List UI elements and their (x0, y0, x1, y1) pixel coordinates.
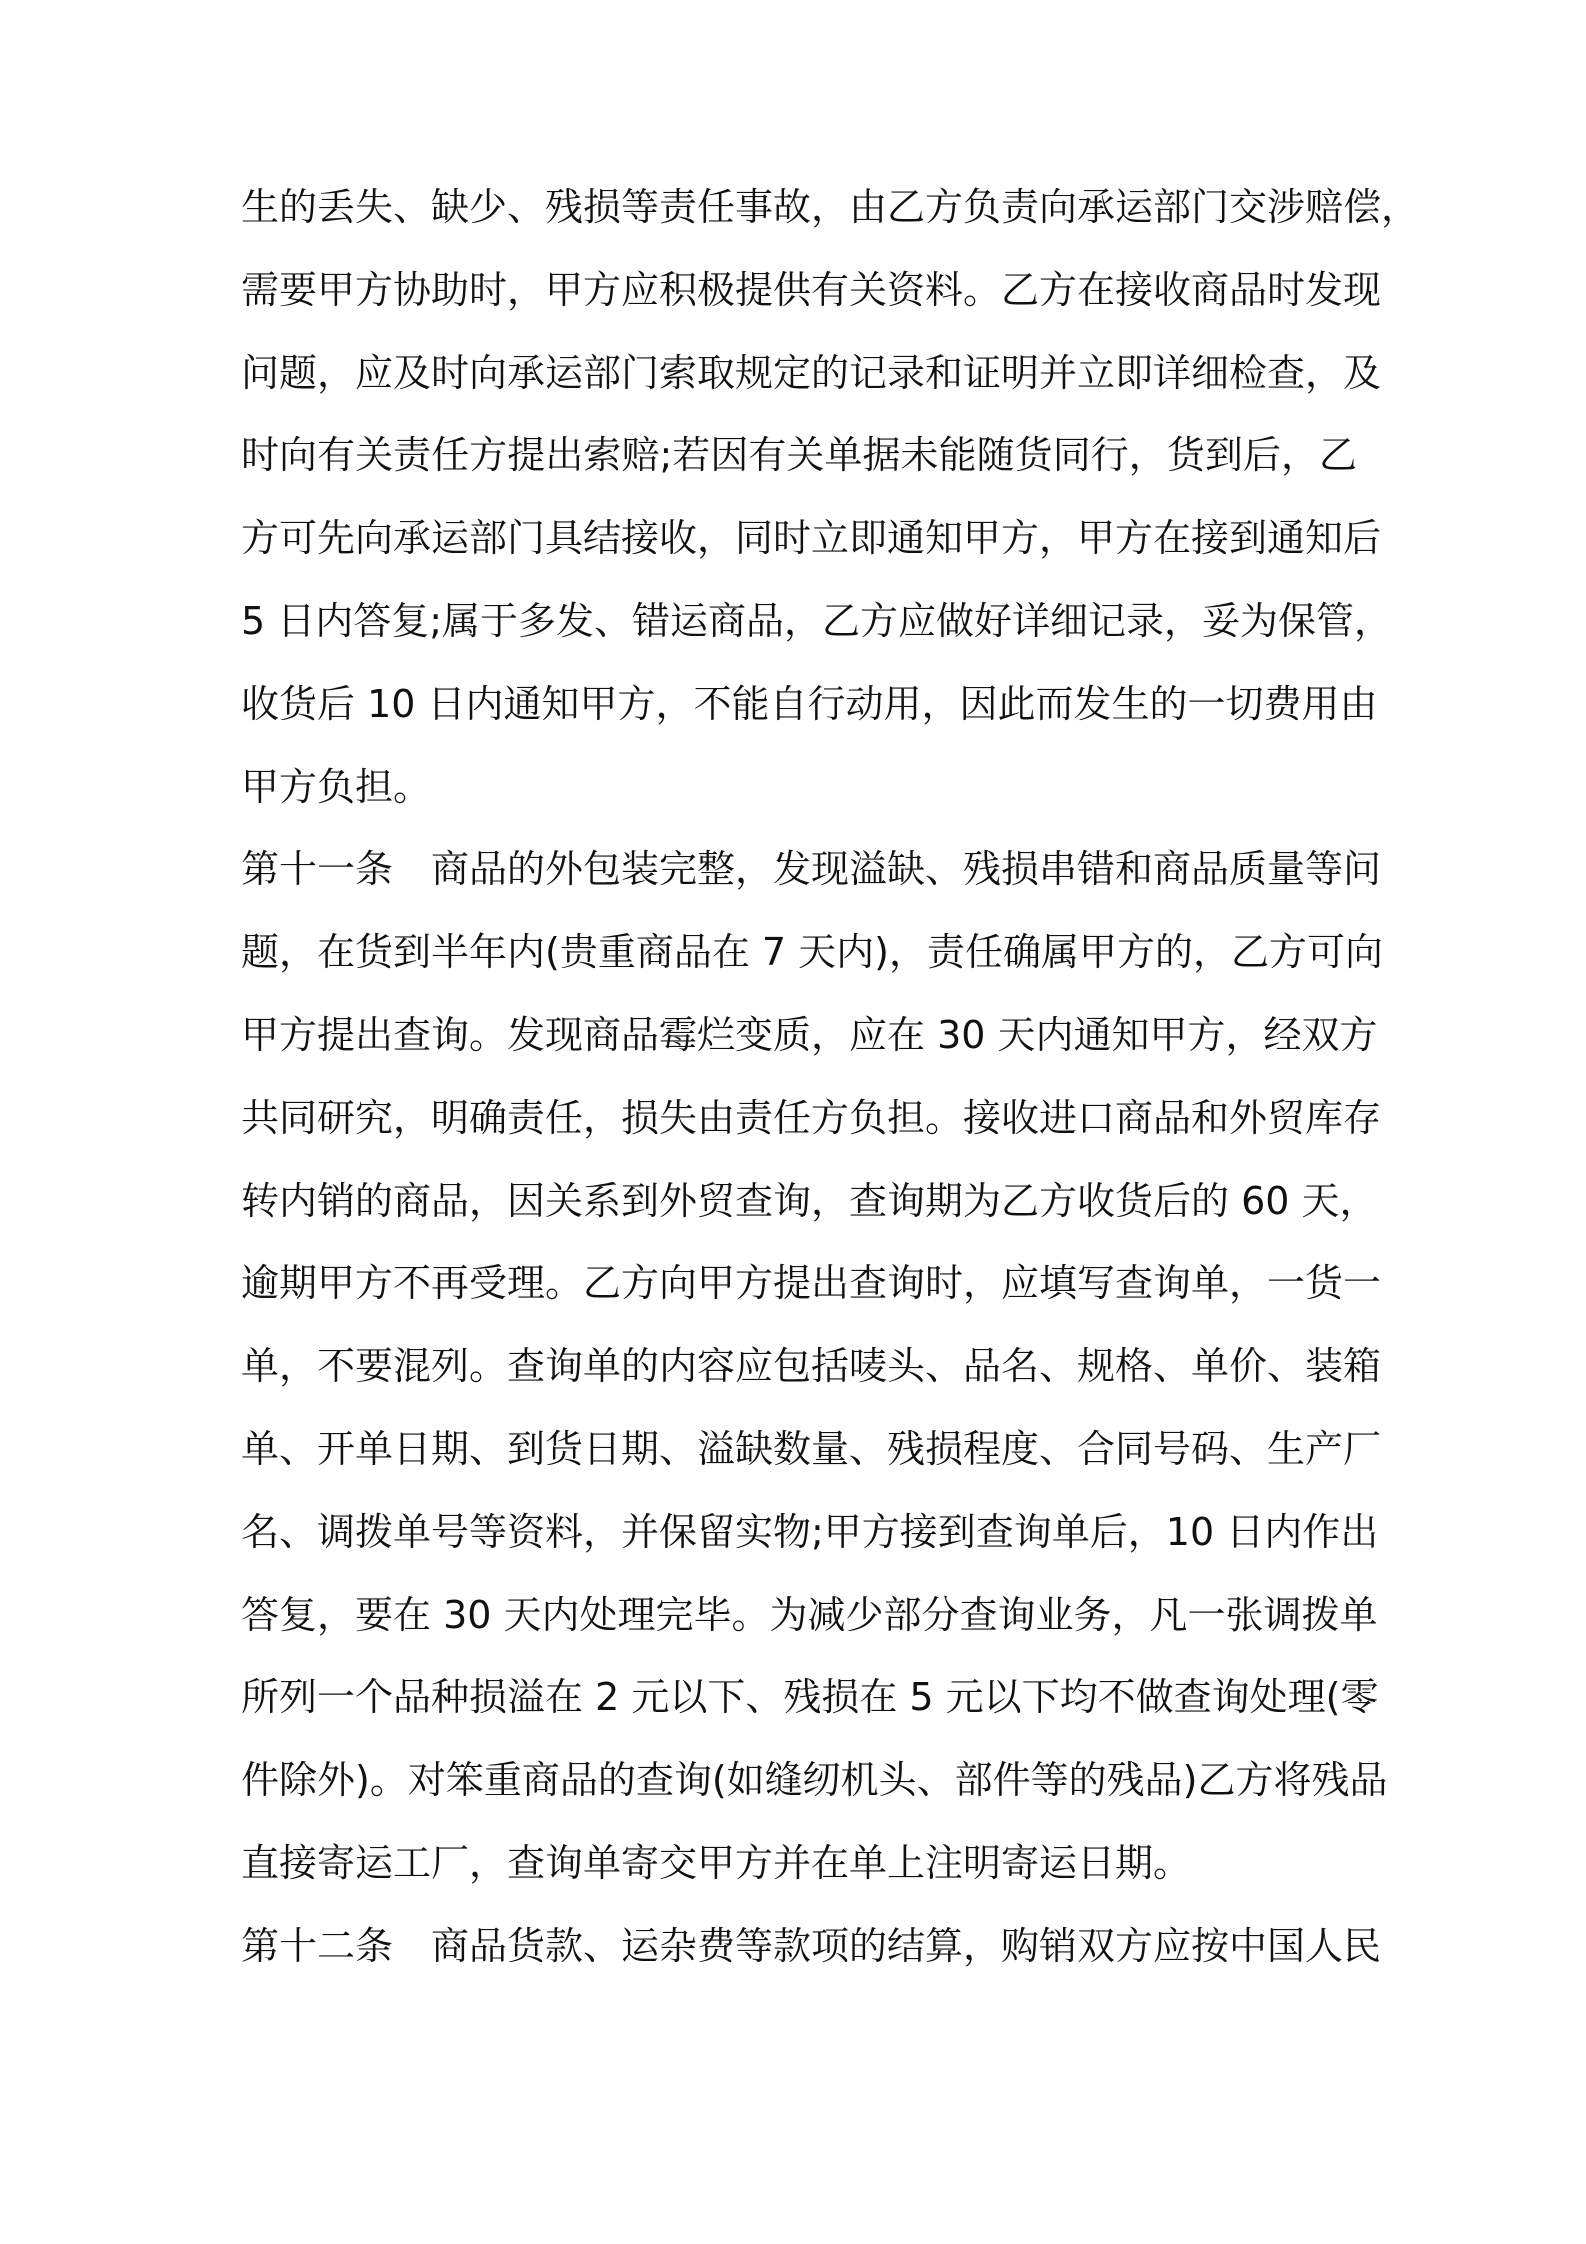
text-line: 转内销的商品，因关系到外贸查询，查询期为乙方收货后的 60 天， (241, 1178, 1378, 1223)
text-line: 甲方负担。 (241, 764, 432, 809)
article-12-heading-line: 第十二条 商品货款、运杂费等款项的结算，购销双方应按中国人民 (241, 1923, 1382, 1968)
text-line: 甲方提出查询。发现商品霉烂变质，应在 30 天内通知甲方，经双方 (241, 1012, 1378, 1057)
text-line: 共同研究，明确责任，损失由责任方负担。接收进口商品和外贸库存 (241, 1095, 1382, 1140)
text-line: 单、开单日期、到货日期、溢缺数量、残损程度、合同号码、生产厂 (241, 1426, 1382, 1471)
document-page (241, 166, 1420, 1988)
text-line: 收货后 10 日内通知甲方，不能自行动用，因此而发生的一切费用由 (241, 681, 1378, 726)
text-line: 生的丢失、缺少、残损等责任事故，由乙方负责向承运部门交涉赔偿， (241, 185, 1420, 229)
text-line: 5 日内答复;属于多发、错运商品，乙方应做好详细记录，妥为保管， (241, 598, 1393, 643)
text-line: 名、调拨单号等资料，并保留实物;甲方接到查询单后，10 日内作出 (241, 1509, 1379, 1554)
text-line: 逾期甲方不再受理。乙方向甲方提出查询时，应填写查询单，一货一 (241, 1261, 1382, 1306)
text-line: 直接寄运工厂，查询单寄交甲方并在单上注明寄运日期。 (241, 1840, 1192, 1885)
article-11-heading-line: 第十一条 商品的外包装完整，发现溢缺、残损串错和商品质量等问 (241, 847, 1382, 892)
text-line: 件除外)。对笨重商品的查询(如缝纫机头、部件等的残品)乙方将残品 (241, 1758, 1388, 1803)
text-line: 答复，要在 30 天内处理完毕。为减少部分查询业务，凡一张调拨单 (241, 1592, 1378, 1637)
text-line: 所列一个品种损溢在 2 元以下、残损在 5 元以下均不做查询处理(零 (241, 1675, 1379, 1720)
text-line: 时向有关责任方提出索赔;若因有关单据未能随货同行，货到后，乙 (241, 433, 1357, 478)
text-line: 方可先向承运部门具结接收，同时立即通知甲方，甲方在接到通知后 (241, 516, 1382, 561)
text-line: 题，在货到半年内(贵重商品在 7 天内)，责任确属甲方的，乙方可向 (241, 930, 1383, 975)
text-line: 问题，应及时向承运部门索取规定的记录和证明并立即详细检查，及 (241, 350, 1382, 395)
text-line: 单，不要混列。查询单的内容应包括唛头、品名、规格、单价、装箱 (241, 1344, 1382, 1389)
text-line: 需要甲方协助时，甲方应积极提供有关资料。乙方在接收商品时发现 (241, 267, 1382, 312)
